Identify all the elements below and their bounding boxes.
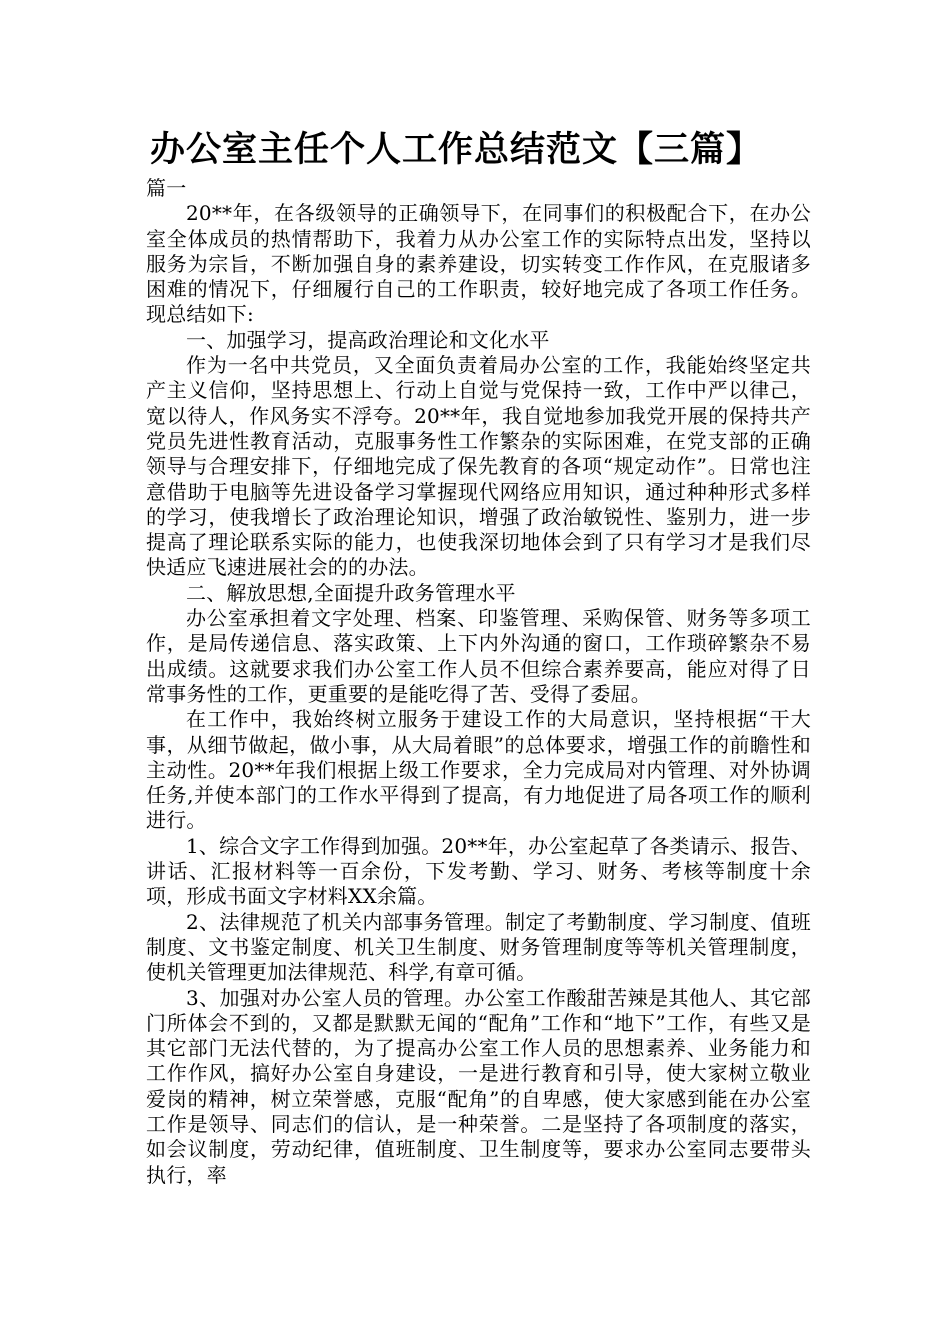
list-item-regulations: 2、法律规范了机关内部事务管理。制定了考勤制度、学习制度、值班制度、文书鉴定制度、机关卫生制度、财务管理制度等等机关管理制度，使机关管理更加法律规范、科学,有章可循。	[146, 909, 811, 985]
document-title: 办公室主任个人工作总结范文【三篇】	[150, 130, 763, 170]
paragraph-intro: 20**年，在各级领导的正确领导下，在同事们的积极配合下，在办公室全体成员的热情帮助下，我着力从办公室工作的实际特点出发，坚持以服务为宗旨，不断加强自身的素养建设，切实转变工作作风，在克服诸多困难的情况下，仔细履行自己的工作职责，较好地完成了各项工作任务。现总结如下:	[146, 201, 811, 327]
document-page	[146, 124, 811, 1188]
heading-study: 一、加强学习，提高政治理论和文化水平	[186, 327, 550, 352]
paragraph-office-duties: 办公室承担着文字处理、档案、印鉴管理、采购保管、财务等多项工作，是局传递信息、落实政策、上下内外沟通的窗口，工作琐碎繁杂不易出成绩。这就要求我们办公室工作人员不但综合素养要高，能应对得了日常事务性的工作，更重要的是能吃得了苦、受得了委屈。	[146, 606, 811, 706]
heading-management: 二、解放思想,全面提升政务管理水平	[186, 580, 516, 605]
document-body	[146, 176, 811, 1188]
list-item-staff-management: 3、加强对办公室人员的管理。办公室工作酸甜苦辣是其他人、其它部门所体会不到的，又都是默默无闻的“配角”工作和“地下”工作，有些又是其它部门无法代替的，为了提高办公室工作人员的思想素养、业务能力和工作作风，搞好办公室自身建设，一是进行教育和引导，使大家树立敬业爱岗的精神，树立荣誉感，克服“配角”的自卑感，使大家感到能在办公室工作是领导、同志们的信认，是一种荣誉。二是坚持了各项制度的落实，如会议制度，劳动纪律，值班制度、卫生制度等，要求办公室同志要带头执行，率	[146, 985, 811, 1187]
list-item-writing: 1、综合文字工作得到加强。20**年，办公室起草了各类请示、报告、讲话、汇报材料等一百余份，下发考勤、学习、财务、考核等制度十余项，形成书面文字材料XX余篇。	[146, 833, 811, 909]
paragraph-study: 作为一名中共党员，又全面负责着局办公室的工作，我能始终坚定共产主义信仰，坚持思想上、行动上自觉与党保持一致，工作中严以律己，宽以待人，作风务实不浮夸。20**年，我自觉地参加我党开展的保持共产党员先进性教育活动，克服事务性工作繁杂的实际困难，在党支部的正确领导与合理安排下，仔细地完成了保先教育的各项“规定动作”。日常也注意借助于电脑等先进设备学习掌握现代网络应用知识，通过种种形式多样的学习，使我增长了政治理论知识，增强了政治敏锐性、鉴别力，进一步提高了理论联系实际的能力，也使我深切地体会到了只有学习才是我们尽快适应飞速进展社会的的办法。	[146, 353, 811, 580]
paragraph-work-approach: 在工作中，我始终树立服务于建设工作的大局意识，坚持根据“干大事，从细节做起，做小事，从大局着眼”的总体要求，增强工作的前瞻性和主动性。20**年我们根据上级工作要求，全力完成局对内管理、对外协调任务,并使本部门的工作水平得到了提高，有力地促进了局各项工作的顺利进行。	[146, 707, 811, 833]
section-label: 篇一	[146, 176, 187, 200]
